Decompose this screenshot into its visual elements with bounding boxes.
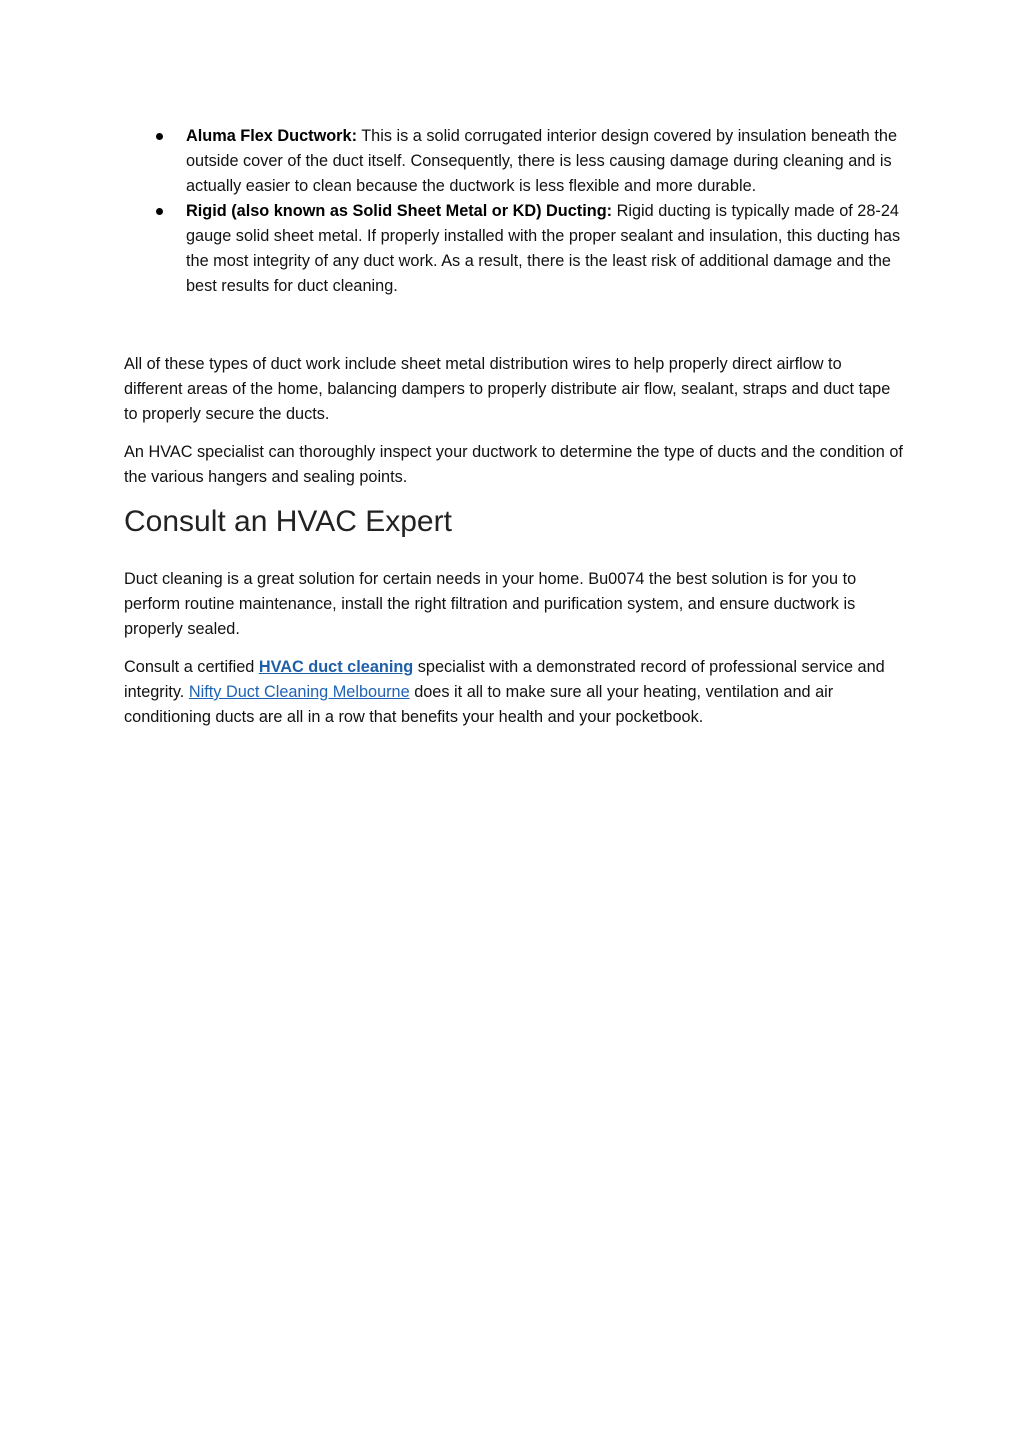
duct-types-list <box>186 124 904 299</box>
consult-text-start: Consult a certified <box>124 657 259 676</box>
paragraph-consult <box>124 655 904 730</box>
section-heading: Consult an HVAC Expert <box>124 505 452 538</box>
bullet-icon <box>156 133 163 140</box>
list-item <box>186 124 904 199</box>
consult-text-middle: specialist with a demonstrated record of professional service and integrity. <box>124 657 885 701</box>
consult-text-end: does it all to make sure all your heating, ventilation and air conditioning ducts are all in a row that benefits your health and your pocketbook. <box>124 682 834 726</box>
list-item-text: Rigid ducting is typically made of 28-24 gauge solid sheet metal. If properly installed with the proper sealant and insulation, this ducting has the most integrity of any duct work. As a result, there is the least risk of additional damage and the best results for duct cleaning. <box>186 202 901 295</box>
paragraph-duct-cleaning: Duct cleaning is a great solution for certain needs in your home. Bu0074 the best solution is for you to perform routine maintenance, install the right filtration and purification system, and ensure ductwork is properly sealed. <box>124 569 857 638</box>
document-page <box>124 124 904 730</box>
list-item-text: This is a solid corrugated interior design covered by insulation beneath the outside cover of the duct itself. Consequently, there is less causing damage during cleaning and is actually easier to clean because the ductwork is less flexible and more durable. <box>186 127 898 195</box>
paragraph-duct-components: All of these types of duct work include sheet metal distribution wires to help properly direct airflow to different areas of the home, balancing dampers to properly distribute air flow, sealant, straps and duct tape to properly secure the ducts. <box>124 355 891 423</box>
paragraph-hvac-inspection: An HVAC specialist can thoroughly inspect your ductwork to determine the type of ducts and the condition of the various hangers and sealing points. <box>124 443 903 486</box>
nifty-duct-cleaning-link[interactable]: Nifty Duct Cleaning Melbourne <box>188 682 410 701</box>
bullet-icon <box>156 208 163 215</box>
list-item-term: Aluma Flex Ductwork: <box>186 127 357 145</box>
list-item-term: Rigid (also known as Solid Sheet Metal or KD) Ducting: <box>186 202 613 220</box>
hvac-duct-cleaning-link[interactable]: HVAC duct cleaning <box>258 657 414 676</box>
list-item <box>186 199 904 299</box>
